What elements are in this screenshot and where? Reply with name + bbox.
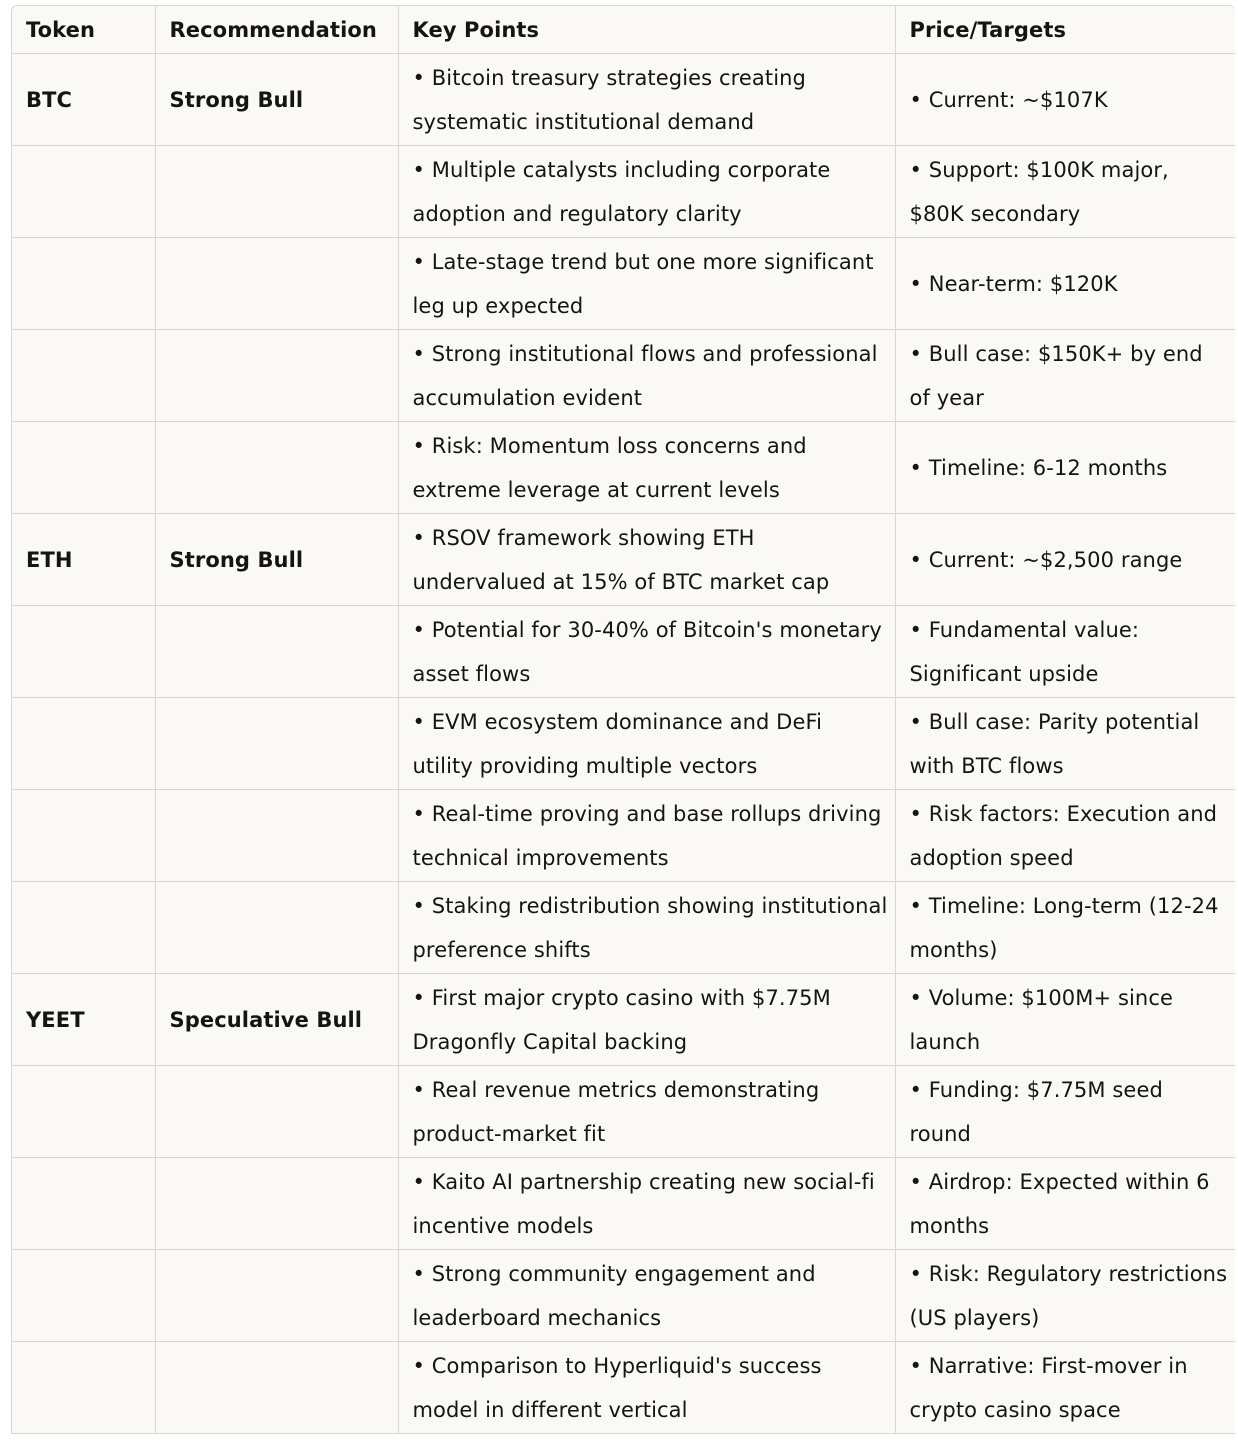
token-cell: YEET xyxy=(12,974,155,1066)
table-row xyxy=(12,514,1235,606)
header-token: Token xyxy=(12,6,155,54)
price-target-cell: • Bull case: $150K+ by end of year xyxy=(895,330,1235,422)
key-point-cell: • Risk: Momentum loss concerns and extreme leverage at current levels xyxy=(398,422,895,514)
key-point-cell: • Bitcoin treasury strategies creating systematic institutional demand xyxy=(398,54,895,146)
recommendation-cell xyxy=(155,1250,398,1342)
token-analysis-table-container xyxy=(11,5,1235,1434)
price-target-cell: • Risk factors: Execution and adoption speed xyxy=(895,790,1235,882)
recommendation-cell xyxy=(155,606,398,698)
key-point-cell: • Potential for 30-40% of Bitcoin's monetary asset flows xyxy=(398,606,895,698)
table-header-row xyxy=(12,6,1235,54)
recommendation-cell xyxy=(155,1066,398,1158)
price-target-cell: • Bull case: Parity potential with BTC flows xyxy=(895,698,1235,790)
recommendation-cell: Strong Bull xyxy=(155,54,398,146)
price-target-cell: • Support: $100K major, $80K secondary xyxy=(895,146,1235,238)
token-cell xyxy=(12,238,155,330)
price-target-cell: • Fundamental value: Significant upside xyxy=(895,606,1235,698)
recommendation-cell xyxy=(155,790,398,882)
price-target-cell: • Volume: $100M+ since launch xyxy=(895,974,1235,1066)
token-cell: BTC xyxy=(12,54,155,146)
key-point-cell: • Multiple catalysts including corporate adoption and regulatory clarity xyxy=(398,146,895,238)
recommendation-cell xyxy=(155,1342,398,1434)
price-target-cell: • Timeline: Long-term (12-24 months) xyxy=(895,882,1235,974)
price-target-cell: • Current: ~$2,500 range xyxy=(895,514,1235,606)
key-point-cell: • Strong community engagement and leaderboard mechanics xyxy=(398,1250,895,1342)
table-row xyxy=(12,974,1235,1066)
table-row xyxy=(12,330,1235,422)
token-cell xyxy=(12,882,155,974)
token-analysis-table xyxy=(12,6,1235,1434)
recommendation-cell xyxy=(155,882,398,974)
token-cell xyxy=(12,146,155,238)
table-row xyxy=(12,606,1235,698)
token-cell xyxy=(12,330,155,422)
header-price-targets: Price/Targets xyxy=(895,6,1235,54)
table-row xyxy=(12,1250,1235,1342)
key-point-cell: • RSOV framework showing ETH undervalued at 15% of BTC market cap xyxy=(398,514,895,606)
table-row xyxy=(12,1342,1235,1434)
token-cell: ETH xyxy=(12,514,155,606)
price-target-cell: • Funding: $7.75M seed round xyxy=(895,1066,1235,1158)
table-row xyxy=(12,238,1235,330)
table-row xyxy=(12,146,1235,238)
header-recommendation: Recommendation xyxy=(155,6,398,54)
key-point-cell: • Strong institutional flows and professional accumulation evident xyxy=(398,330,895,422)
recommendation-cell xyxy=(155,1158,398,1250)
token-cell xyxy=(12,1158,155,1250)
key-point-cell: • EVM ecosystem dominance and DeFi utility providing multiple vectors xyxy=(398,698,895,790)
key-point-cell: • Staking redistribution showing institutional preference shifts xyxy=(398,882,895,974)
token-cell xyxy=(12,698,155,790)
price-target-cell: • Narrative: First-mover in crypto casino space xyxy=(895,1342,1235,1434)
recommendation-cell xyxy=(155,698,398,790)
recommendation-cell: Strong Bull xyxy=(155,514,398,606)
table-row xyxy=(12,790,1235,882)
price-target-cell: • Near-term: $120K xyxy=(895,238,1235,330)
price-target-cell: • Current: ~$107K xyxy=(895,54,1235,146)
token-cell xyxy=(12,1342,155,1434)
key-point-cell: • Comparison to Hyperliquid's success model in different vertical xyxy=(398,1342,895,1434)
recommendation-cell xyxy=(155,422,398,514)
price-target-cell: • Airdrop: Expected within 6 months xyxy=(895,1158,1235,1250)
token-cell xyxy=(12,606,155,698)
table-row xyxy=(12,422,1235,514)
key-point-cell: • Real-time proving and base rollups driving technical improvements xyxy=(398,790,895,882)
price-target-cell: • Timeline: 6-12 months xyxy=(895,422,1235,514)
key-point-cell: • Kaito AI partnership creating new social-fi incentive models xyxy=(398,1158,895,1250)
recommendation-cell xyxy=(155,330,398,422)
table-row xyxy=(12,882,1235,974)
token-cell xyxy=(12,422,155,514)
table-row xyxy=(12,54,1235,146)
key-point-cell: • Late-stage trend but one more significant leg up expected xyxy=(398,238,895,330)
table-row xyxy=(12,698,1235,790)
key-point-cell: • First major crypto casino with $7.75M Dragonfly Capital backing xyxy=(398,974,895,1066)
recommendation-cell xyxy=(155,238,398,330)
recommendation-cell: Speculative Bull xyxy=(155,974,398,1066)
token-cell xyxy=(12,790,155,882)
table-row xyxy=(12,1066,1235,1158)
header-key-points: Key Points xyxy=(398,6,895,54)
token-cell xyxy=(12,1066,155,1158)
price-target-cell: • Risk: Regulatory restrictions (US players) xyxy=(895,1250,1235,1342)
recommendation-cell xyxy=(155,146,398,238)
key-point-cell: • Real revenue metrics demonstrating product-market fit xyxy=(398,1066,895,1158)
table-row xyxy=(12,1158,1235,1250)
token-cell xyxy=(12,1250,155,1342)
